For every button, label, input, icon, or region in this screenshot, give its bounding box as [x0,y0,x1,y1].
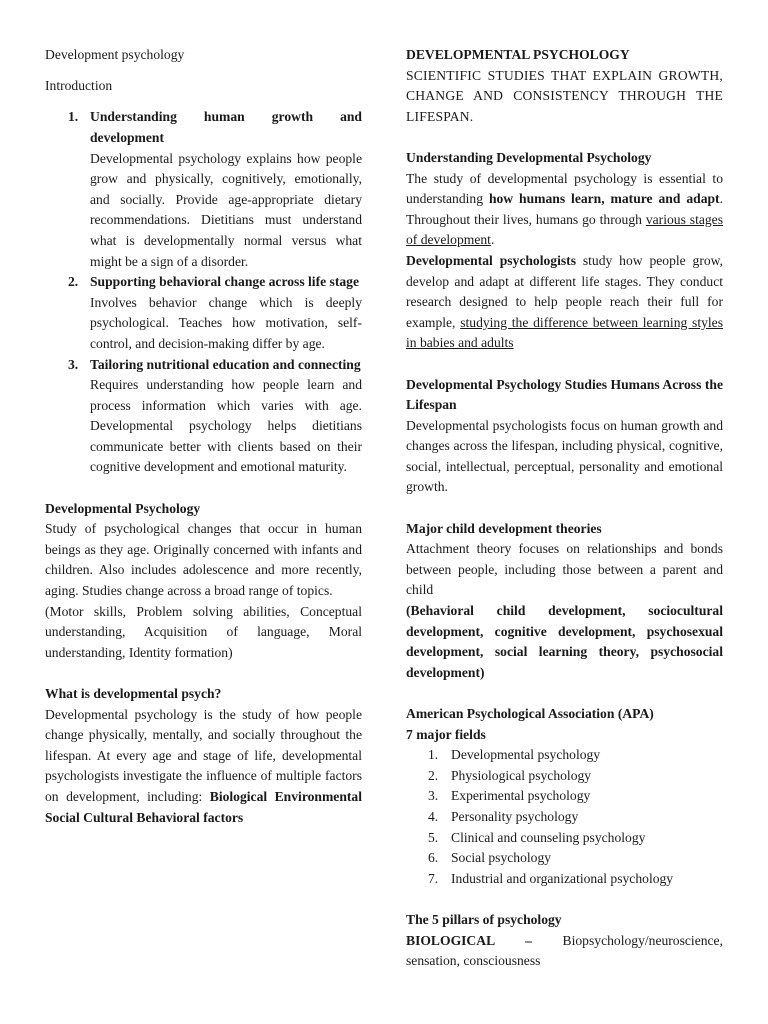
item-body: Involves behavior change which is deeply psychological. Teaches how motivation, self-control, and decision-making differ by age. [90,294,362,351]
factors-text: Biological Environmental Social Cultural Behavioral factors [45,788,362,825]
section-heading-lifespan: Developmental Psychology Studies Humans Across the Lifespan [406,376,723,413]
list-item [406,766,723,787]
item-body: Requires understanding how people learn and process information which varies with age. Developmental psychology helps dietitians communicate better with clients based on their cognitive development and emotional maturity. [90,377,362,475]
item-heading: Understanding human growth and development [90,109,362,145]
list-item [45,355,362,479]
introduction-label: Introduction [45,78,113,94]
section-heading-theories: Major child development theories [406,520,602,536]
section-heading-understanding: Understanding Developmental Psychology [406,149,652,165]
apa-fields-list [406,745,723,889]
section-heading-pillars: The 5 pillars of psychology [406,911,562,927]
body-text: . [490,232,495,248]
bold-text: how humans learn, mature and adapt [488,191,720,207]
list-item [406,807,723,828]
section-body [406,169,723,251]
bold-text: Developmental psychologists [406,252,576,268]
item-heading: Supporting behavioral change across life stage [90,274,359,290]
left-column [45,45,362,828]
body-text: study how people grow, develop and adapt at different life stages. They conduct research designed to help people reach their full for example, [406,252,723,330]
list-item [406,848,723,869]
body-text: Developmental psychology is the study of how people change physically, mentally, and socially throughout the lifespan. At every age and stage of life, developmental psychologists investigate the influence of multiple factors on development, including: [45,706,362,804]
item-number: 1. [68,109,79,125]
section-body [406,251,723,354]
body-text: The study of developmental psychology is essential to understanding [406,170,723,207]
item-number: 3. [68,356,79,372]
section-heading-apa: American Psychological Association (APA) [406,706,654,721]
section-body [45,705,362,829]
item-label: Developmental psychology [451,747,601,763]
item-number: 2. [68,274,79,290]
section-body: Attachment theory focuses on relationships and bonds between people, including those between a parent and child [406,541,723,598]
section-body: Developmental psychologists focus on human growth and changes across the lifespan, including physical, cognitive, social, intellectual, perceptual, personality and emotional growth. [406,417,723,495]
item-label: Physiological psychology [451,767,592,783]
item-number: 4. [428,808,439,824]
topics-list: (Motor skills, Problem solving abilities, Conceptual understanding, Acquisition of language, Moral understanding, Identity formation) [45,603,362,660]
section-heading-developmental-psychology: Developmental Psychology [45,500,201,516]
introduction-list [45,107,362,478]
pillar-dash: – [494,932,563,948]
item-number: 1. [428,747,439,763]
list-item [406,786,723,807]
item-label: Social psychology [451,850,552,866]
underlined-text: various stages of development [406,211,723,248]
item-label: Clinical and counseling psychology [451,829,646,845]
item-number: 3. [428,788,439,804]
list-item [406,828,723,849]
item-heading: Tailoring nutritional education and connecting [90,356,361,372]
section-heading-what-is: What is developmental psych? [45,686,222,701]
item-label: Industrial and organizational psychology [451,870,674,886]
list-item [45,272,362,354]
pillar-text: Biopsychology/neuroscience, sensation, consciousness [406,932,723,969]
item-body: Developmental psychology explains how people grow and physically, cognitively, emotionally, and socially. Provide age-appropriate dietary recommendations. Dietitians must understand what is developmentally normal versus what might be a sign of a disorder. [90,150,362,269]
list-item [45,107,362,272]
section-body: Study of psychological changes that occur in human beings as they age. Originally concerned with infants and children. Also includes adolescence and more recently, aging. Studies change across a broad range of topics. [45,521,362,599]
item-label: Personality psychology [451,808,579,824]
section-body [406,931,723,972]
right-column [406,45,723,972]
list-item [406,869,723,890]
item-label: Experimental psychology [451,788,591,804]
underlined-text: studying the difference between learning styles in babies and adults [406,314,724,351]
body-text: . Throughout their lives, humans go through [406,191,723,227]
list-item [406,745,723,766]
item-number: 2. [428,767,439,783]
apa-subheading: 7 major fields [406,726,486,742]
page-title: DEVELOPMENTAL PSYCHOLOGY [406,47,630,62]
page-subtitle: SCIENTIFIC STUDIES THAT EXPLAIN GROWTH, CHANGE AND CONSISTENCY THROUGH THE LIFESPAN. [406,67,723,124]
item-number: 7. [428,870,439,886]
pillar-label: BIOLOGICAL [406,932,495,948]
theories-list: (Behavioral child development, sociocultural development, cognitive development, psychosexual development, social learning theory, psychosocial development) [406,603,723,680]
item-number: 5. [428,829,439,845]
document-title: Development psychology [45,47,185,62]
item-number: 6. [428,850,439,866]
